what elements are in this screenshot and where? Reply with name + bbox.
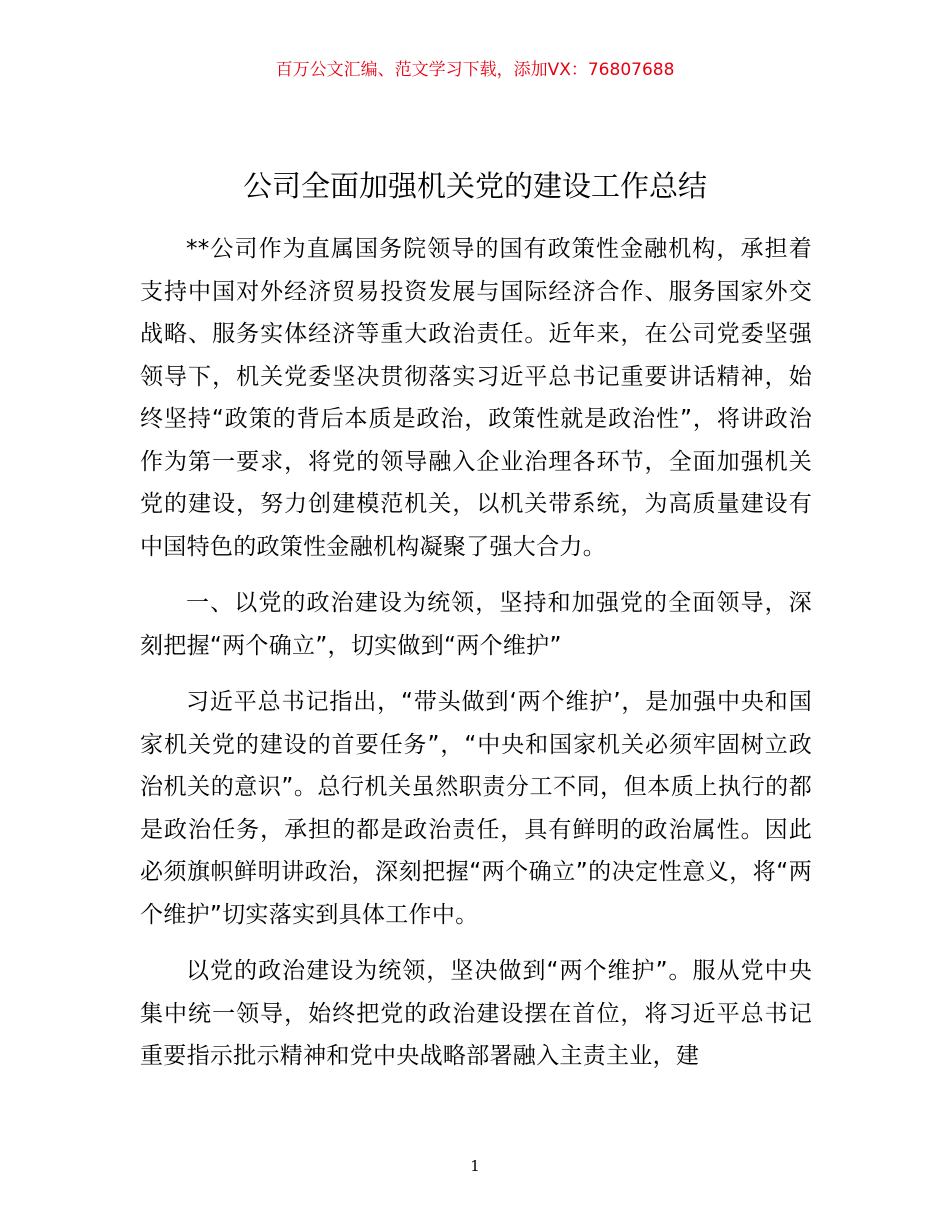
page-number: 1	[470, 1157, 480, 1175]
document-body	[140, 228, 812, 1092]
header-banner: 百万公文汇编、范文学习下载，添加VX：76807688	[275, 60, 675, 80]
paragraph-quote: 习近平总书记指出，“带头做到‘两个维护’，是加强中央和国家机关党的建设的首要任务”，“中央和国家机关必须牢固树立政治机关的意识”。总行机关虽然职责分工不同，但本质上执行的都是政治任务，承担的都是政治责任，具有鲜明的政治属性。因此必须旗帜鲜明讲政治，深刻把握“两个确立”的决定性意义，将“两个维护”切实落实到具体工作中。	[140, 689, 812, 928]
document-title: 公司全面加强机关党的建设工作总结	[242, 169, 707, 203]
paragraph-two-maintains: 以党的政治建设为统领，坚决做到“两个维护”。服从党中央集中统一领导，始终把党的政治建设摆在首位，将习近平总书记重要指示批示精神和党中央战略部署融入主责主业，建	[140, 958, 812, 1069]
section-heading-1: 一、以党的政治建设为统领，坚持和加强党的全面领导，深刻把握“两个确立”，切实做到“两个维护”	[140, 590, 812, 659]
paragraph-intro: **公司作为直属国务院领导的国有政策性金融机构，承担着支持中国对外经济贸易投资发展与国际经济合作、服务国家外交战略、服务实体经济等重大政治责任。近年来，在公司党委坚强领导下，机关党委坚决贯彻落实习近平总书记重要讲话精神，始终坚持“政策的背后本质是政治，政策性就是政治性”，将讲政治作为第一要求，将党的领导融入企业治理各环节，全面加强机关党的建设，努力创建模范机关，以机关带系统，为高质量建设有中国特色的政策性金融机构凝聚了强大合力。	[140, 236, 812, 560]
